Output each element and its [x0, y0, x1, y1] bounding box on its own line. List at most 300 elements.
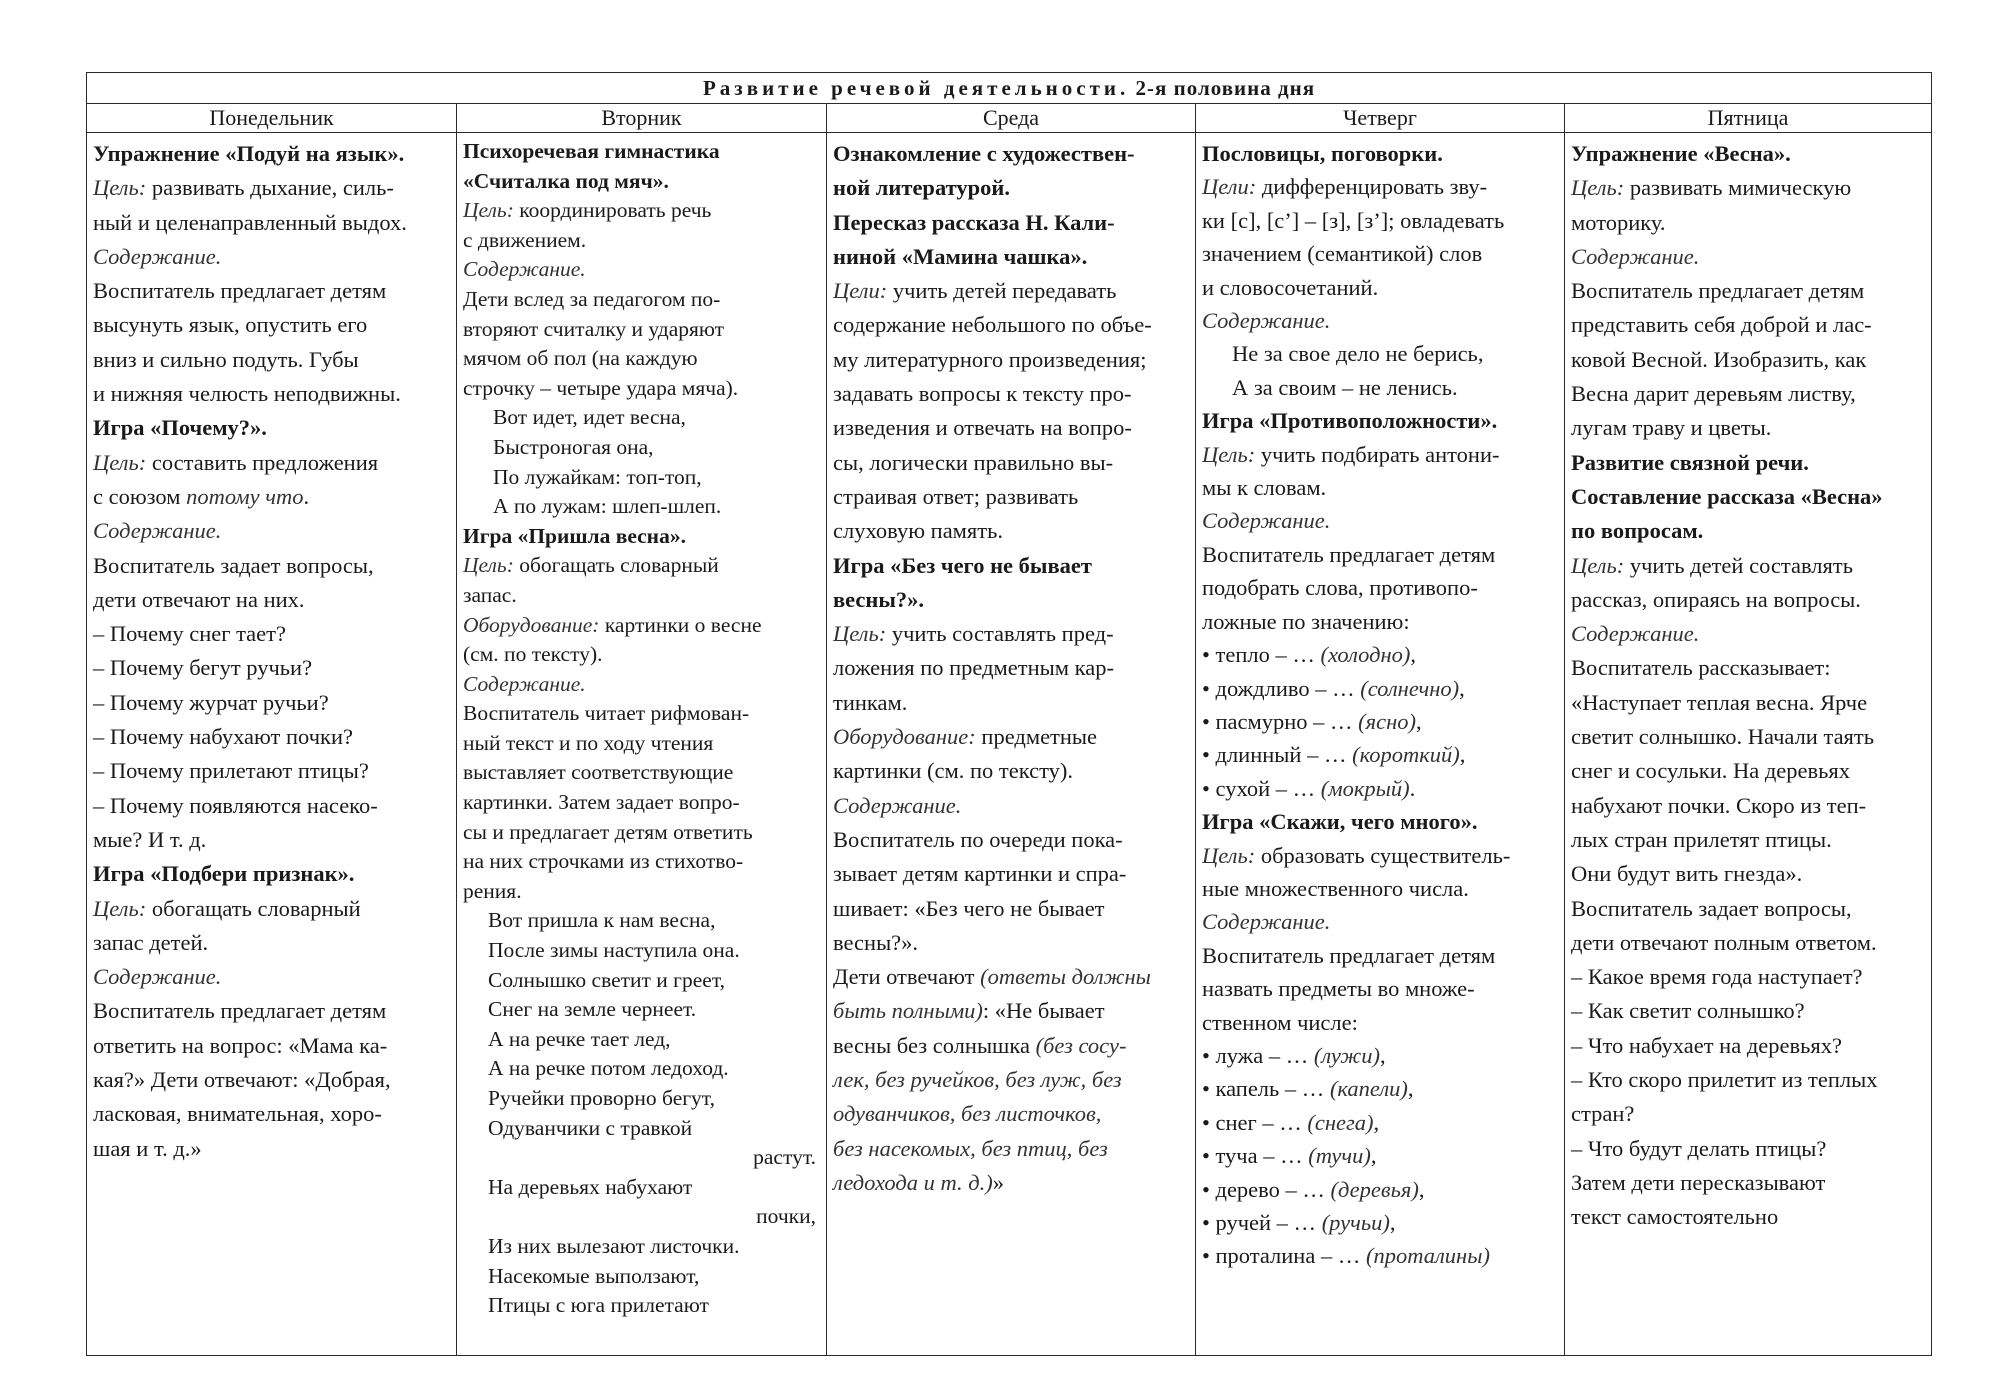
- line-text: шая и т. д.»: [93, 1135, 202, 1161]
- line-text: лых стран прилетят птицы.: [1571, 826, 1832, 852]
- line-text-rest: учить детей передавать: [887, 278, 1117, 304]
- line-text: Быстроногая она,: [493, 434, 654, 459]
- line-text: Содержание.: [1202, 909, 1331, 935]
- line-text: моторику.: [1571, 209, 1666, 235]
- text-line: [463, 877, 820, 907]
- line-text: дети отвечают на них.: [93, 586, 305, 612]
- text-line: [1202, 137, 1558, 170]
- line-text: вниз и сильно подуть. Губы: [93, 346, 359, 372]
- text-line: [93, 446, 450, 480]
- line-text: На деревьях набухают: [488, 1174, 693, 1199]
- text-line: [93, 137, 450, 171]
- line-text: кая?» Дети отвечают: «Добрая,: [93, 1067, 391, 1093]
- line-text: ственном числе:: [1202, 1009, 1358, 1035]
- line-text: – Как светит солнышко?: [1571, 998, 1805, 1024]
- line-text: – Что набухает на деревьях?: [1571, 1032, 1842, 1058]
- line-text-rest: учить составлять пред-: [886, 621, 1114, 647]
- line-text: Содержание.: [93, 964, 222, 990]
- line-text: Цель:: [1571, 552, 1625, 578]
- line-text: Снег на земле чернеет.: [488, 997, 697, 1022]
- line-text-rest: развивать мимическую: [1624, 175, 1852, 201]
- text-line: [1571, 583, 1925, 617]
- text-line: [93, 171, 450, 205]
- text-line: [463, 1173, 820, 1203]
- text-line: [93, 1097, 450, 1131]
- text-line: [833, 1029, 1189, 1063]
- text-line: [833, 274, 1189, 308]
- text-line: [1571, 377, 1925, 411]
- text-line: [1202, 772, 1558, 805]
- text-line: [93, 651, 450, 685]
- line-text: – Какое время года наступает?: [1571, 964, 1863, 990]
- line-text: изведения и отвечать на вопро-: [833, 415, 1132, 441]
- text-line: [1571, 411, 1925, 445]
- line-text: – Кто скоро прилетит из теплых: [1571, 1067, 1878, 1093]
- schedule-page: [86, 72, 1931, 1356]
- line-text: Цель:: [93, 895, 147, 921]
- line-text-tail: ,: [1389, 1210, 1396, 1235]
- text-line: [463, 906, 820, 936]
- text-line: [1202, 738, 1558, 771]
- line-text: Воспитатель задает вопросы,: [93, 552, 374, 578]
- text-line: [463, 1232, 820, 1262]
- line-text: мые? И т. д.: [93, 826, 207, 852]
- text-line: [1202, 705, 1558, 738]
- text-line: [93, 480, 450, 514]
- line-text: выставляет соответствующие: [463, 760, 734, 785]
- line-text-tail: ,: [1373, 1109, 1380, 1135]
- line-text: с движением.: [463, 227, 587, 252]
- text-line: [463, 640, 820, 670]
- text-line: [463, 433, 820, 463]
- line-text: Цель:: [93, 175, 147, 201]
- line-text-rest: составить предложения: [146, 449, 379, 475]
- line-text: по вопросам.: [1571, 518, 1704, 544]
- line-text: растут.: [753, 1145, 816, 1170]
- line-text: «Наступает теплая весна. Ярче: [1571, 689, 1868, 715]
- line-text-tail: ,: [1410, 642, 1417, 668]
- text-line: [463, 611, 820, 641]
- text-line: [93, 514, 450, 548]
- text-line: [1571, 926, 1925, 960]
- line-text-italic: (солнечно): [1360, 675, 1460, 701]
- line-text: и словосочетаний.: [1202, 274, 1379, 300]
- text-line: [833, 549, 1189, 583]
- line-text: му литературного произведения;: [833, 346, 1147, 372]
- line-text: тинкам.: [833, 689, 908, 715]
- line-text-italic: (ответы должны: [980, 964, 1151, 990]
- text-line: [833, 1097, 1189, 1131]
- text-line: [833, 137, 1189, 171]
- line-text: одуванчиков, без листочков,: [833, 1101, 1102, 1127]
- line-text: По лужайкам: топ-топ,: [493, 464, 702, 489]
- tuesday-cell: [457, 133, 827, 1356]
- line-text: А на речке потом ледоход.: [488, 1056, 729, 1081]
- line-text-tail: ,: [1379, 1042, 1386, 1068]
- text-line: [1202, 872, 1558, 905]
- line-text-tail: ,: [1459, 675, 1465, 701]
- text-line: [1202, 237, 1558, 270]
- text-line: [1202, 471, 1558, 504]
- text-line: [1202, 638, 1558, 671]
- line-text: Воспитатель по очереди пока-: [833, 826, 1123, 852]
- text-line: [1202, 371, 1558, 404]
- text-line: [833, 1063, 1189, 1097]
- text-line: [833, 171, 1189, 205]
- line-text: строчку – четыре удара мяча).: [463, 375, 739, 400]
- line-text: ледохода и т. д.): [833, 1169, 993, 1195]
- text-line: [833, 377, 1189, 411]
- line-text: • сухой – …: [1202, 775, 1321, 801]
- text-line: [463, 137, 820, 167]
- line-text-rest: : «Не бывает: [982, 998, 1105, 1024]
- line-text-italic: (ручьи): [1321, 1210, 1390, 1235]
- line-text: Пословицы, поговорки.: [1202, 141, 1443, 166]
- line-text: и нижняя челюсть неподвижны.: [93, 381, 401, 407]
- line-text: Дети вслед за педагогом по-: [463, 286, 721, 311]
- line-text: После зимы наступила она.: [488, 938, 740, 963]
- line-text: Игра «Противоположности».: [1202, 408, 1498, 434]
- line-text: А за своим – не ленись.: [1232, 374, 1458, 400]
- line-text-italic: (без сосу-: [1035, 1032, 1127, 1058]
- text-line: [1202, 1239, 1558, 1272]
- line-text: Цель:: [1202, 842, 1256, 868]
- line-text: • дождливо – …: [1202, 675, 1361, 701]
- line-text: без насекомых, без птиц, без: [833, 1135, 1108, 1161]
- line-text: Ознакомление с художествен-: [833, 141, 1135, 166]
- line-text-tail: ,: [1418, 1176, 1425, 1202]
- line-text: Игра «Без чего не бывает: [833, 552, 1092, 578]
- text-line: [463, 551, 820, 581]
- line-text: – Почему журчат ручьи?: [93, 689, 329, 715]
- line-text: весны без солнышка: [833, 1032, 1036, 1058]
- text-line: [93, 617, 450, 651]
- text-line: [1202, 1139, 1558, 1172]
- line-text-italic: (тучи): [1308, 1143, 1371, 1169]
- line-text: картинки. Затем задает вопро-: [463, 790, 740, 815]
- text-line: [463, 1202, 820, 1232]
- line-text: сы, логически правильно вы-: [833, 449, 1114, 475]
- line-text: Из них вылезают листочки.: [488, 1233, 740, 1258]
- text-line: [463, 995, 820, 1025]
- text-line: [463, 936, 820, 966]
- line-text: Содержание.: [833, 792, 962, 818]
- monday-cell: [87, 133, 457, 1356]
- text-line: [833, 411, 1189, 445]
- line-text: на них строчками из стихотво-: [463, 849, 744, 874]
- text-line: [93, 686, 450, 720]
- line-text: Упражнение «Подуй на язык».: [93, 141, 405, 166]
- text-line: [463, 1054, 820, 1084]
- text-line: [1202, 438, 1558, 471]
- line-text-rest: образовать существитель-: [1255, 842, 1511, 868]
- text-line: [833, 308, 1189, 342]
- text-line: [463, 315, 820, 345]
- text-line: [1571, 720, 1925, 754]
- line-text: набухают почки. Скоро из теп-: [1571, 792, 1867, 818]
- line-text: ложения по предметным кар-: [833, 655, 1114, 681]
- text-line: [1571, 994, 1925, 1028]
- line-text: Оборудование:: [833, 724, 976, 750]
- line-text: • пасмурно – …: [1202, 708, 1359, 734]
- text-line: [1202, 538, 1558, 571]
- line-text-tail: ,: [1416, 708, 1422, 734]
- line-text-italic: (лужи): [1313, 1042, 1380, 1068]
- text-line: [1571, 137, 1925, 171]
- line-text: – Почему появляются насеко-: [93, 792, 378, 818]
- line-text: ный и целенаправленный выдох.: [93, 209, 407, 235]
- line-text-rest: обогащать словарный: [146, 895, 361, 921]
- line-text-rest: дифференцировать зву-: [1256, 174, 1488, 200]
- title-rest: 2-я половина дня: [1129, 75, 1316, 100]
- line-text-tail: .: [303, 483, 310, 509]
- text-line: [1202, 404, 1558, 437]
- line-text: с союзом: [93, 483, 187, 509]
- text-line: [1202, 304, 1558, 337]
- line-text: снег и сосульки. На деревьях: [1571, 758, 1851, 784]
- line-text-tail: ,: [1407, 1076, 1414, 1102]
- line-text: ки [с], [с’] – [з], [з’]; овладевать: [1202, 207, 1505, 233]
- text-line: [463, 1025, 820, 1055]
- line-text: – Почему прилетают птицы?: [93, 758, 369, 784]
- line-text: • проталина – …: [1202, 1243, 1366, 1269]
- line-text: Оборудование:: [463, 612, 600, 637]
- line-text: запас.: [463, 582, 517, 607]
- line-text: Птицы с юга прилетают: [488, 1293, 709, 1318]
- text-line: [1202, 605, 1558, 638]
- line-text-tail: ,: [1370, 1143, 1377, 1169]
- text-line: [1571, 274, 1925, 308]
- text-line: [1571, 1166, 1925, 1200]
- text-line: [1202, 1106, 1558, 1139]
- text-line: [833, 823, 1189, 857]
- text-line: [463, 167, 820, 197]
- line-text: Воспитатель читает рифмован-: [463, 701, 750, 726]
- text-line: [93, 274, 450, 308]
- line-text: ложные по значению:: [1202, 608, 1410, 634]
- line-text: значением (семантикой) слов: [1202, 241, 1483, 267]
- line-text: весны?».: [833, 586, 925, 612]
- line-text: Цель:: [463, 553, 514, 578]
- line-text: слуховую память.: [833, 518, 1003, 544]
- text-line: [1571, 789, 1925, 823]
- line-text: Игра «Скажи, чего много».: [1202, 809, 1478, 835]
- line-text: ласковая, внимательная, хоро-: [93, 1101, 382, 1127]
- line-text-italic: (холодно): [1320, 642, 1411, 668]
- line-text: Дети отвечают: [833, 964, 981, 990]
- line-text: сы и предлагает детям ответить: [463, 819, 753, 844]
- line-text: • ручей – …: [1202, 1210, 1322, 1235]
- line-text: Пересказ рассказа Н. Кали-: [833, 209, 1115, 235]
- text-line: [833, 651, 1189, 685]
- line-text: А по лужам: шлеп-шлеп.: [493, 494, 722, 519]
- text-line: [1202, 204, 1558, 237]
- text-line: [833, 480, 1189, 514]
- line-text: Солнышко светит и греет,: [488, 967, 725, 992]
- line-text-italic: (ясно): [1358, 708, 1417, 734]
- text-line: [1571, 754, 1925, 788]
- line-text: Упражнение «Весна».: [1571, 141, 1791, 166]
- line-text: Воспитатель задает вопросы,: [1571, 895, 1852, 921]
- text-line: [833, 446, 1189, 480]
- text-line: [93, 206, 450, 240]
- line-text-tail: ,: [1459, 742, 1466, 768]
- line-text: Цели:: [833, 278, 888, 304]
- text-line: [1571, 549, 1925, 583]
- text-line: [463, 1084, 820, 1114]
- text-line: [463, 966, 820, 996]
- text-line: [463, 226, 820, 256]
- text-line: [93, 1029, 450, 1063]
- text-line: [1571, 206, 1925, 240]
- line-text: Одуванчики с травкой: [488, 1115, 693, 1140]
- text-line: [833, 926, 1189, 960]
- text-line: [1571, 1200, 1925, 1234]
- day-thursday: Четверг: [1196, 104, 1565, 133]
- text-line: [833, 686, 1189, 720]
- line-text: вторяют считалку и ударяют: [463, 316, 725, 341]
- text-line: [93, 308, 450, 342]
- line-text: Цели:: [1202, 174, 1257, 200]
- line-text: Воспитатель предлагает детям: [1202, 942, 1496, 968]
- text-line: [833, 1132, 1189, 1166]
- text-line: [463, 729, 820, 759]
- text-line: [833, 960, 1189, 994]
- line-text: светит солнышко. Начали таять: [1571, 724, 1875, 750]
- line-text: Содержание.: [1202, 308, 1331, 334]
- line-text: представить себя доброй и лас-: [1571, 312, 1872, 338]
- text-line: [1571, 1029, 1925, 1063]
- line-text: Цель:: [1202, 441, 1256, 467]
- text-line: [1571, 857, 1925, 891]
- text-line: [93, 549, 450, 583]
- text-line: [833, 1166, 1189, 1200]
- text-line: [1571, 617, 1925, 651]
- text-line: [93, 343, 450, 377]
- line-text: весны?».: [833, 929, 919, 955]
- line-text: Затем дети пересказывают: [1571, 1169, 1826, 1195]
- line-text: назвать предметы во множе-: [1202, 976, 1475, 1002]
- text-line: [463, 581, 820, 611]
- line-text-italic: (проталины): [1365, 1243, 1490, 1269]
- text-line: [463, 699, 820, 729]
- text-line: [1202, 939, 1558, 972]
- line-text: текст самостоятельно: [1571, 1204, 1779, 1230]
- text-line: [833, 892, 1189, 926]
- line-text-italic: (снега): [1307, 1109, 1374, 1135]
- line-text: Цель:: [463, 198, 514, 223]
- text-line: [833, 617, 1189, 651]
- friday-cell: [1565, 133, 1932, 1356]
- line-text: лек, без ручейков, без луж, без: [833, 1067, 1122, 1093]
- line-text: А на речке тает лед,: [488, 1026, 671, 1051]
- line-text: быть полными): [833, 998, 983, 1024]
- text-line: [833, 857, 1189, 891]
- line-text: Весна дарит деревьям листву,: [1571, 381, 1856, 407]
- line-text: картинки (см. по тексту).: [833, 758, 1074, 784]
- text-line: [1202, 504, 1558, 537]
- schedule-table: [86, 72, 1932, 1356]
- text-line: [463, 463, 820, 493]
- text-line: [1202, 571, 1558, 604]
- text-line: [463, 1143, 820, 1173]
- line-text: (см. по тексту).: [463, 642, 603, 667]
- line-text: Содержание.: [463, 257, 586, 282]
- text-line: [463, 522, 820, 552]
- line-text-rest: учить подбирать антони-: [1255, 441, 1500, 467]
- text-line: [93, 789, 450, 823]
- text-line: [93, 823, 450, 857]
- text-line: [1571, 1063, 1925, 1097]
- text-line: [1202, 839, 1558, 872]
- table-title: [87, 73, 1932, 104]
- text-line: [1202, 905, 1558, 938]
- title-spaced: Развитие речевой деятельности.: [702, 75, 1130, 100]
- text-line: [833, 206, 1189, 240]
- line-text-rest: учить детей составлять: [1624, 552, 1853, 578]
- line-text: ные множественного числа.: [1202, 875, 1469, 901]
- thursday-cell: [1196, 133, 1565, 1356]
- line-text: высунуть язык, опустить его: [93, 312, 368, 338]
- text-line: [1571, 1132, 1925, 1166]
- line-text: мячом об пол (на каждую: [463, 346, 698, 371]
- line-text: • лужа – …: [1202, 1042, 1314, 1068]
- text-line: [1571, 308, 1925, 342]
- line-text: страивая ответ; развивать: [833, 483, 1079, 509]
- line-text: • снег – …: [1202, 1109, 1308, 1135]
- text-line: [93, 857, 450, 891]
- text-line: [1571, 240, 1925, 274]
- text-line: [1571, 651, 1925, 685]
- line-text: Воспитатель предлагает детям: [93, 278, 387, 304]
- line-text: Ручейки проворно бегут,: [488, 1086, 715, 1110]
- text-line: [93, 994, 450, 1028]
- text-line: [93, 892, 450, 926]
- line-text: рассказ, опираясь на вопросы.: [1571, 586, 1861, 612]
- line-text: Развитие связной речи.: [1571, 449, 1809, 475]
- line-text: зывает детям картинки и спра-: [833, 861, 1127, 887]
- text-line: [93, 583, 450, 617]
- text-line: [463, 818, 820, 848]
- line-text: – Что будут делать птицы?: [1571, 1135, 1827, 1161]
- line-text: мы к словам.: [1202, 475, 1327, 501]
- line-text-rest: обогащать словарный: [513, 553, 719, 578]
- line-text: Насекомые выползают,: [488, 1263, 700, 1288]
- text-line: [463, 403, 820, 433]
- text-line: [833, 240, 1189, 274]
- line-text: Содержание.: [93, 243, 222, 269]
- text-line: [1571, 514, 1925, 548]
- line-text-rest: координировать речь: [513, 198, 712, 223]
- wednesday-cell: [827, 133, 1196, 1356]
- text-line: [833, 789, 1189, 823]
- line-text: Игра «Подбери признак».: [93, 861, 355, 887]
- text-line: [1202, 337, 1558, 370]
- text-line: [463, 847, 820, 877]
- line-text: подобрать слова, противопо-: [1202, 575, 1478, 601]
- day-tuesday: Вторник: [457, 104, 827, 133]
- line-text: Они будут вить гнезда».: [1571, 861, 1803, 887]
- line-text: ответить на вопрос: «Мама ка-: [93, 1032, 388, 1058]
- text-line: [1202, 672, 1558, 705]
- text-line: [833, 754, 1189, 788]
- text-line: [1571, 823, 1925, 857]
- text-line: [463, 1262, 820, 1292]
- text-line: [1202, 271, 1558, 304]
- text-line: [1571, 171, 1925, 205]
- line-text-italic: (короткий): [1352, 742, 1460, 768]
- line-text-italic: (деревья): [1330, 1176, 1419, 1202]
